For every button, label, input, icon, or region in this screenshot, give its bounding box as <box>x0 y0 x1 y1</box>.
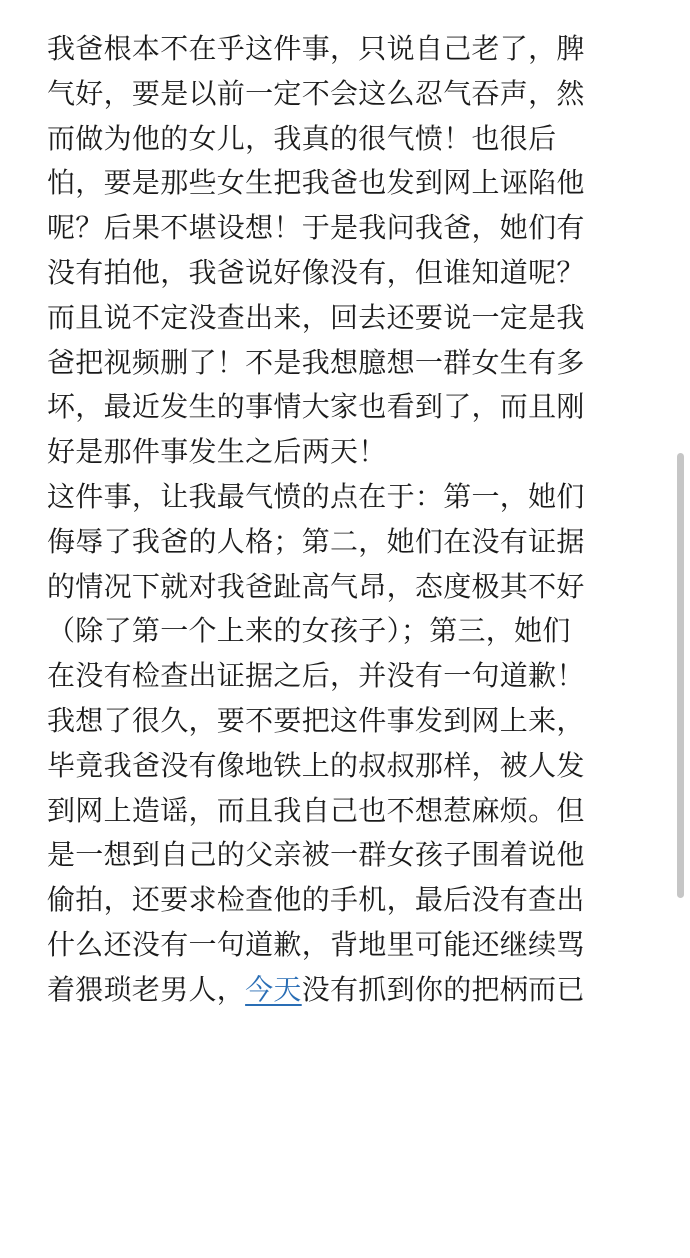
article-body <box>47 27 647 1013</box>
text-line-11: 这件事，让我最气愤的点在于：第一，她们 <box>47 479 585 513</box>
text-line-2: 气好，要是以前一定不会这么忍气吞声，然 <box>47 76 585 110</box>
text-line-20: 偷拍，还要求检查他的手机，最后没有查出 <box>47 883 585 917</box>
text-line-8: 爸把视频删了！不是我想臆想一群女生有多 <box>47 345 585 379</box>
text-line-7: 而且说不定没查出来，回去还要说一定是我 <box>47 300 585 334</box>
text-line-16: 我想了很久，要不要把这件事发到网上来， <box>47 703 585 737</box>
text-line-12: 侮辱了我爸的人格；第二，她们在没有证据 <box>47 524 585 558</box>
text-line-1: 我爸根本不在乎这件事，只说自己老了，脾 <box>47 32 585 65</box>
text-line-15: 在没有检查出证据之后，并没有一句道歉！ <box>47 659 585 693</box>
text-line-14: （除了第一个上来的女孩子）；第三，她们 <box>47 614 571 648</box>
text-line-5: 呢？后果不堪设想！于是我问我爸，她们有 <box>47 211 585 245</box>
text-line-17: 毕竟我爸没有像地铁上的叔叔那样，被人发 <box>47 748 585 782</box>
scrollbar-track[interactable] <box>676 0 690 1258</box>
text-line-9: 坏，最近发生的事情大家也看到了，而且刚 <box>47 390 585 424</box>
text-line-4: 怕，要是那些女生把我爸也发到网上诬陷他 <box>47 166 585 200</box>
text-line-22 <box>47 968 647 1013</box>
text-line-22-end: 没有抓到你的把柄而已 <box>301 972 585 1006</box>
text-line-13: 的情况下就对我爸趾高气昂，态度极其不好 <box>47 569 585 603</box>
text-line-6: 没有拍他，我爸说好像没有，但谁知道呢？ <box>47 255 585 289</box>
text-line-3: 而做为他的女儿，我真的很气愤！也很后 <box>47 121 557 155</box>
scrollbar-thumb[interactable] <box>677 453 684 898</box>
text-line-10: 好是那件事发生之后两天！ <box>47 435 387 469</box>
text-line-21: 什么还没有一句道歉，背地里可能还继续骂 <box>47 927 585 961</box>
today-link[interactable]: 今天 <box>245 972 302 1006</box>
text-line-18: 到网上造谣，而且我自己也不想惹麻烦。但 <box>47 793 585 827</box>
text-line-19: 是一想到自己的父亲被一群女孩子围着说他 <box>47 838 585 872</box>
text-line-22-start: 着猥琐老男人， <box>47 972 246 1006</box>
